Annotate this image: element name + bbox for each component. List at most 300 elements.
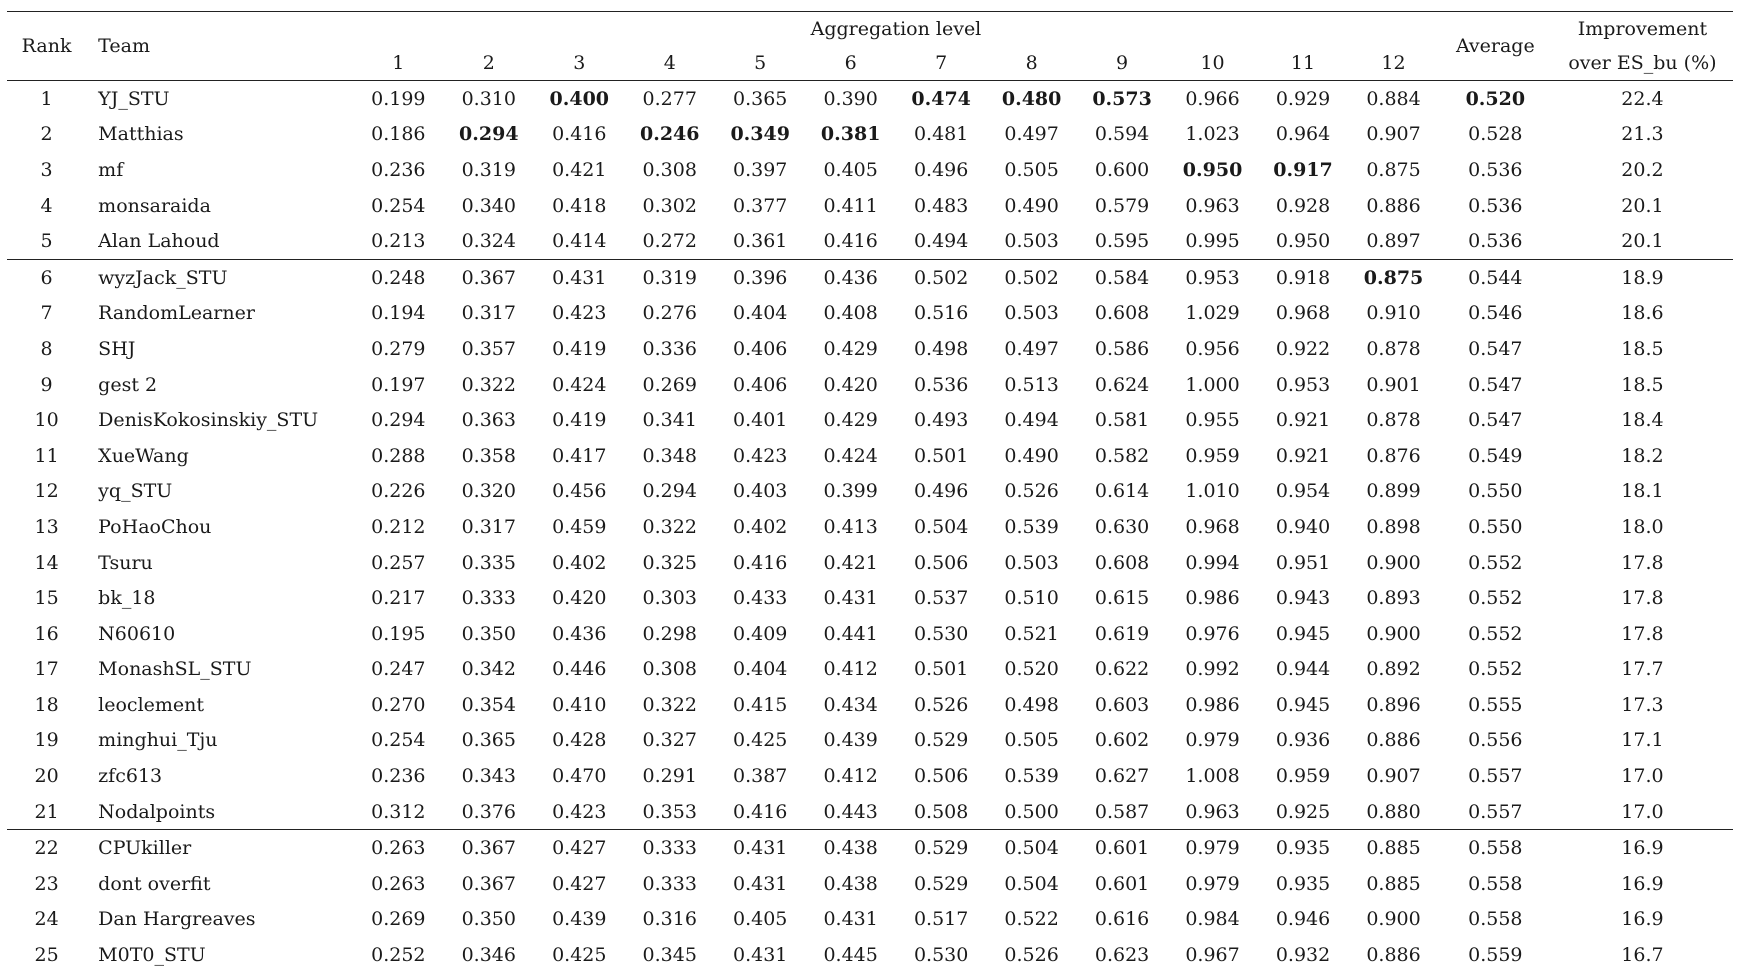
table-row — [7, 830, 1733, 866]
level-value-cell: 0.423 — [552, 302, 607, 325]
level-value-cell: 0.402 — [552, 551, 607, 574]
rank-cell: 9 — [40, 373, 53, 396]
average-cell: 0.536 — [1468, 194, 1523, 217]
level-value-cell: 0.403 — [733, 480, 788, 503]
level-value-cell: 0.429 — [823, 409, 878, 432]
level-value-cell: 0.875 — [1366, 158, 1421, 181]
table-row — [7, 687, 1733, 723]
level-value-cell: 0.940 — [1275, 515, 1331, 538]
average-cell: 0.552 — [1468, 587, 1523, 610]
level-value-cell: 0.263 — [371, 872, 426, 895]
level-value-cell: 0.885 — [1366, 872, 1421, 895]
team-header: Team — [98, 35, 150, 57]
level-value-cell: 0.236 — [371, 158, 426, 181]
level-value-cell: 0.897 — [1366, 230, 1421, 253]
level-value-cell: 0.405 — [823, 158, 878, 181]
level-value-cell: 0.530 — [913, 622, 969, 645]
improvement-cell: 18.5 — [1621, 373, 1664, 396]
team-cell: monsaraida — [98, 194, 211, 217]
level-value-cell: 0.945 — [1275, 693, 1331, 716]
level-value-cell: 0.342 — [461, 658, 516, 681]
level-value-cell: 0.623 — [1094, 944, 1150, 967]
improvement-cell: 18.4 — [1621, 409, 1664, 432]
rank-cell: 3 — [40, 158, 53, 181]
level-value-cell: 0.439 — [823, 729, 878, 752]
table-row — [7, 902, 1733, 938]
rank-cell: 10 — [34, 409, 59, 432]
rank-cell: 19 — [34, 729, 59, 752]
table-row — [7, 723, 1733, 759]
level-value-cell: 0.510 — [1004, 587, 1059, 610]
level-header: 5 — [754, 52, 767, 74]
level-value-cell: 0.900 — [1366, 622, 1421, 645]
average-cell: 0.536 — [1468, 158, 1523, 181]
level-value-cell: 0.497 — [1004, 337, 1059, 360]
level-value-cell: 0.522 — [1004, 908, 1059, 931]
rank-cell: 13 — [34, 515, 59, 538]
average-cell: 0.559 — [1468, 944, 1523, 967]
level-value-cell: 0.886 — [1366, 194, 1421, 217]
level-value-cell: 0.410 — [552, 693, 607, 716]
level-value-cell: 0.630 — [1094, 515, 1150, 538]
level-value-cell: 0.254 — [371, 194, 426, 217]
level-value-cell: 0.516 — [913, 302, 969, 325]
level-value-cell: 0.365 — [733, 87, 788, 110]
level-value-cell: 0.601 — [1077, 830, 1167, 866]
level-value-cell: 0.429 — [823, 337, 878, 360]
team-cell: Tsuru — [98, 551, 153, 574]
table-row — [7, 866, 1733, 902]
team-cell: leoclement — [98, 693, 205, 716]
level-value-cell: 0.959 — [1185, 444, 1240, 467]
level-value-cell: 0.493 — [913, 409, 969, 432]
level-value-cell: 0.270 — [371, 693, 426, 716]
level-value-cell: 0.361 — [733, 230, 788, 253]
improvement-cell: 17.8 — [1621, 551, 1664, 574]
level-value-cell: 0.246 — [639, 123, 700, 146]
level-value-cell: 0.303 — [642, 587, 697, 610]
table-row — [7, 438, 1733, 474]
level-value-cell: 0.349 — [730, 123, 790, 146]
level-value-cell: 0.416 — [733, 800, 788, 823]
level-value-cell: 0.247 — [371, 658, 426, 681]
team-cell: N60610 — [98, 622, 176, 645]
level-value-cell: 0.880 — [1366, 800, 1421, 823]
level-value-cell: 0.490 — [1004, 194, 1059, 217]
rank-cell: 23 — [34, 872, 59, 895]
level-value-cell: 0.390 — [823, 87, 878, 110]
table-row — [7, 259, 1733, 295]
improvement-cell: 17.8 — [1621, 622, 1664, 645]
level-value-cell: 1.023 — [1185, 123, 1240, 146]
level-value-cell: 0.236 — [371, 765, 426, 788]
level-value-cell: 0.363 — [461, 409, 516, 432]
level-value-cell: 0.928 — [1275, 194, 1331, 217]
level-value-cell: 0.953 — [1167, 259, 1257, 295]
level-value-cell: 0.537 — [913, 587, 969, 610]
level-value-cell: 0.436 — [805, 259, 895, 295]
level-value-cell: 0.343 — [461, 765, 516, 788]
level-value-cell: 0.901 — [1366, 373, 1421, 396]
level-value-cell: 0.402 — [733, 515, 788, 538]
level-value-cell: 0.886 — [1366, 944, 1421, 967]
level-value-cell: 0.213 — [371, 230, 426, 253]
level-value-cell: 0.893 — [1366, 587, 1421, 610]
level-value-cell: 0.291 — [642, 765, 697, 788]
level-value-cell: 0.992 — [1185, 658, 1240, 681]
aggregation-level-header: Aggregation level — [810, 18, 982, 40]
level-value-cell: 0.336 — [642, 337, 697, 360]
improvement-cell: 22.4 — [1621, 87, 1664, 110]
team-cell: Matthias — [98, 123, 184, 146]
level-value-cell: 0.431 — [823, 908, 878, 931]
level-value-cell: 0.439 — [552, 908, 607, 931]
rank-cell: 14 — [34, 551, 59, 574]
level-value-cell: 0.502 — [896, 259, 986, 295]
level-value-cell: 0.497 — [1004, 123, 1059, 146]
level-value-cell: 0.459 — [552, 515, 607, 538]
level-value-cell: 0.365 — [461, 729, 516, 752]
team-cell: RandomLearner — [98, 302, 255, 325]
level-value-cell: 0.404 — [733, 658, 788, 681]
level-value-cell: 0.539 — [1004, 515, 1059, 538]
team-cell: PoHaoChou — [98, 515, 212, 538]
average-cell: 0.552 — [1468, 658, 1523, 681]
level-value-cell: 0.496 — [913, 480, 969, 503]
level-value-cell: 0.308 — [642, 658, 697, 681]
level-value-cell: 0.504 — [913, 515, 969, 538]
table-row — [7, 188, 1733, 224]
level-value-cell: 0.581 — [1094, 409, 1150, 432]
level-value-cell: 0.921 — [1275, 409, 1331, 432]
level-value-cell: 0.288 — [371, 444, 426, 467]
level-value-cell: 0.358 — [461, 444, 516, 467]
level-value-cell: 0.600 — [1094, 158, 1150, 181]
level-value-cell: 0.310 — [461, 87, 516, 110]
average-cell: 0.556 — [1468, 729, 1523, 752]
level-value-cell: 0.976 — [1185, 622, 1240, 645]
level-value-cell: 0.434 — [823, 693, 878, 716]
level-header: 9 — [1116, 52, 1129, 74]
level-value-cell: 0.964 — [1275, 123, 1331, 146]
improvement-header-line1: Improvement — [1577, 18, 1708, 40]
results-table — [7, 11, 1733, 973]
level-value-cell: 0.967 — [1185, 944, 1240, 967]
level-value-cell: 0.322 — [642, 515, 697, 538]
rank-cell: 25 — [34, 944, 59, 967]
level-value-cell: 0.399 — [823, 480, 878, 503]
level-value-cell: 0.322 — [461, 373, 516, 396]
level-value-cell: 0.498 — [1004, 693, 1059, 716]
level-value-cell: 0.586 — [1094, 337, 1150, 360]
level-value-cell: 0.520 — [1004, 658, 1059, 681]
level-value-cell: 0.226 — [371, 480, 426, 503]
level-value-cell: 0.322 — [642, 693, 697, 716]
level-value-cell: 0.526 — [1004, 944, 1059, 967]
level-value-cell: 0.421 — [552, 158, 607, 181]
team-cell: XueWang — [98, 444, 189, 467]
level-value-cell: 0.425 — [733, 729, 788, 752]
average-cell: 0.528 — [1468, 123, 1523, 146]
level-value-cell: 0.428 — [552, 729, 607, 752]
table-row — [7, 296, 1733, 332]
improvement-cell: 16.9 — [1552, 830, 1733, 866]
team-cell: minghui_Tju — [98, 729, 218, 752]
team-cell: DenisKokosinskiy_STU — [98, 409, 319, 432]
level-value-cell: 0.526 — [913, 693, 969, 716]
table-header — [7, 12, 1733, 81]
level-value-cell: 0.401 — [733, 409, 788, 432]
rank-cell: 11 — [34, 444, 59, 467]
rank-header: Rank — [21, 35, 72, 57]
level-value-cell: 0.345 — [642, 944, 697, 967]
rank-cell: 21 — [34, 800, 59, 823]
level-value-cell: 0.433 — [733, 587, 788, 610]
average-cell: 0.552 — [1468, 622, 1523, 645]
level-value-cell: 0.986 — [1185, 693, 1240, 716]
level-value-cell: 0.396 — [715, 259, 805, 295]
level-value-cell: 0.896 — [1366, 693, 1421, 716]
level-header: 4 — [663, 52, 676, 74]
level-value-cell: 0.431 — [534, 259, 624, 295]
level-value-cell: 0.436 — [552, 622, 607, 645]
level-value-cell: 0.501 — [913, 658, 969, 681]
level-value-cell: 0.900 — [1366, 908, 1421, 931]
level-value-cell: 0.333 — [461, 587, 516, 610]
level-value-cell: 0.194 — [371, 302, 426, 325]
level-header: 12 — [1381, 52, 1406, 74]
level-value-cell: 0.950 — [1182, 158, 1243, 181]
level-value-cell: 0.412 — [823, 658, 878, 681]
level-value-cell: 0.956 — [1185, 337, 1240, 360]
level-value-cell: 0.627 — [1094, 765, 1150, 788]
level-value-cell: 0.935 — [1258, 830, 1348, 866]
level-value-cell: 0.622 — [1094, 658, 1150, 681]
rank-cell: 15 — [34, 587, 59, 610]
improvement-cell: 17.1 — [1621, 729, 1664, 752]
level-value-cell: 0.335 — [461, 551, 516, 574]
level-header: 1 — [392, 52, 405, 74]
level-value-cell: 0.624 — [1094, 373, 1150, 396]
level-header: 7 — [935, 52, 948, 74]
team-cell: wyzJack_STU — [86, 259, 353, 295]
level-value-cell: 0.406 — [733, 337, 788, 360]
table-row — [7, 758, 1733, 794]
rank-cell: 22 — [7, 830, 86, 866]
level-header: 2 — [482, 52, 495, 74]
level-value-cell: 0.963 — [1185, 194, 1240, 217]
level-value-cell: 0.483 — [913, 194, 969, 217]
level-value-cell: 0.420 — [552, 587, 607, 610]
improvement-cell: 18.2 — [1621, 444, 1664, 467]
level-value-cell: 0.269 — [371, 908, 426, 931]
improvement-cell: 20.1 — [1621, 230, 1664, 253]
average-cell: 0.536 — [1468, 230, 1523, 253]
table-row — [7, 616, 1733, 652]
level-value-cell: 0.312 — [371, 800, 426, 823]
level-value-cell: 0.316 — [642, 908, 697, 931]
average-cell: 0.550 — [1468, 480, 1523, 503]
level-value-cell: 0.502 — [986, 259, 1076, 295]
level-value-cell: 0.423 — [733, 444, 788, 467]
table-row — [7, 652, 1733, 688]
level-value-cell: 0.367 — [444, 830, 534, 866]
improvement-cell: 18.9 — [1552, 259, 1733, 295]
level-value-cell: 0.325 — [642, 551, 697, 574]
level-value-cell: 0.481 — [913, 123, 969, 146]
level-value-cell: 0.319 — [625, 259, 715, 295]
level-value-cell: 0.404 — [733, 302, 788, 325]
level-value-cell: 0.513 — [1004, 373, 1059, 396]
rank-cell: 1 — [40, 87, 53, 110]
level-value-cell: 0.615 — [1094, 587, 1150, 610]
level-value-cell: 0.415 — [733, 693, 788, 716]
team-cell: bk_18 — [98, 587, 156, 610]
level-value-cell: 0.935 — [1275, 872, 1331, 895]
team-cell: dont overfit — [98, 872, 211, 895]
team-cell: M0T0_STU — [98, 944, 206, 967]
average-cell: 0.549 — [1468, 444, 1523, 467]
level-value-cell: 0.423 — [552, 800, 607, 823]
level-value-cell: 0.367 — [461, 872, 516, 895]
level-value-cell: 0.411 — [823, 194, 878, 217]
level-value-cell: 0.308 — [642, 158, 697, 181]
level-value-cell: 0.327 — [642, 729, 697, 752]
level-value-cell: 0.945 — [1275, 622, 1331, 645]
level-value-cell: 0.419 — [552, 409, 607, 432]
improvement-cell: 17.0 — [1621, 800, 1664, 823]
table-body — [7, 81, 1733, 973]
level-value-cell: 0.263 — [353, 830, 443, 866]
rank-cell: 4 — [40, 194, 53, 217]
level-value-cell: 0.427 — [552, 872, 607, 895]
level-value-cell: 0.350 — [461, 908, 516, 931]
average-cell: 0.558 — [1468, 872, 1523, 895]
level-value-cell: 0.333 — [625, 830, 715, 866]
level-value-cell: 0.494 — [1004, 409, 1059, 432]
level-value-cell: 0.381 — [820, 123, 881, 146]
level-value-cell: 0.490 — [1004, 444, 1059, 467]
table-row — [7, 402, 1733, 438]
level-value-cell: 0.929 — [1275, 87, 1331, 110]
improvement-cell: 16.7 — [1621, 944, 1664, 967]
level-value-cell: 0.602 — [1094, 729, 1150, 752]
level-header: 3 — [573, 52, 586, 74]
improvement-cell: 20.1 — [1621, 194, 1664, 217]
level-value-cell: 0.955 — [1185, 409, 1240, 432]
level-value-cell: 0.438 — [805, 830, 895, 866]
level-value-cell: 0.424 — [552, 373, 607, 396]
level-value-cell: 0.408 — [823, 302, 878, 325]
level-value-cell: 0.470 — [552, 765, 607, 788]
level-value-cell: 1.008 — [1185, 765, 1240, 788]
level-value-cell: 0.498 — [913, 337, 969, 360]
level-value-cell: 0.582 — [1094, 444, 1150, 467]
level-value-cell: 0.269 — [642, 373, 697, 396]
level-value-cell: 0.886 — [1366, 729, 1421, 752]
level-value-cell: 0.899 — [1366, 480, 1421, 503]
level-value-cell: 0.505 — [1004, 158, 1059, 181]
team-cell: Alan Lahoud — [98, 230, 220, 253]
level-value-cell: 0.199 — [371, 87, 426, 110]
team-cell: Dan Hargreaves — [98, 908, 256, 931]
level-header: 11 — [1290, 52, 1316, 74]
average-cell: 0.558 — [1468, 908, 1523, 931]
level-value-cell: 0.406 — [733, 373, 788, 396]
level-value-cell: 0.397 — [733, 158, 788, 181]
level-value-cell: 0.910 — [1366, 302, 1421, 325]
level-value-cell: 0.480 — [1001, 87, 1062, 110]
level-value-cell: 0.298 — [642, 622, 697, 645]
level-value-cell: 0.594 — [1094, 123, 1150, 146]
improvement-header-line2: over ES_bu (%) — [1568, 52, 1717, 74]
level-value-cell: 0.876 — [1366, 444, 1421, 467]
rank-cell: 24 — [34, 908, 59, 931]
level-value-cell: 0.918 — [1258, 259, 1348, 295]
level-value-cell: 0.530 — [913, 944, 969, 967]
average-cell: 0.544 — [1439, 259, 1552, 295]
level-value-cell: 0.212 — [371, 515, 426, 538]
level-value-cell: 0.416 — [552, 123, 607, 146]
rank-cell: 7 — [40, 302, 53, 325]
table-row — [7, 474, 1733, 510]
level-value-cell: 0.608 — [1094, 302, 1150, 325]
level-value-cell: 0.963 — [1185, 800, 1240, 823]
rank-cell: 17 — [34, 658, 59, 681]
team-cell: yq_STU — [98, 480, 173, 503]
level-value-cell: 0.252 — [371, 944, 426, 967]
level-value-cell: 0.496 — [913, 158, 969, 181]
level-value-cell: 1.010 — [1185, 480, 1240, 503]
level-value-cell: 0.875 — [1348, 259, 1439, 295]
level-value-cell: 0.950 — [1275, 230, 1331, 253]
level-value-cell: 0.348 — [642, 444, 697, 467]
average-cell: 0.546 — [1468, 302, 1523, 325]
level-value-cell: 0.272 — [642, 230, 697, 253]
level-value-cell: 0.387 — [733, 765, 788, 788]
level-value-cell: 0.405 — [733, 908, 788, 931]
level-value-cell: 0.441 — [823, 622, 878, 645]
level-value-cell: 0.501 — [913, 444, 969, 467]
level-value-cell: 0.878 — [1366, 337, 1421, 360]
level-value-cell: 0.954 — [1275, 480, 1331, 503]
level-value-cell: 0.979 — [1167, 830, 1257, 866]
level-value-cell: 0.907 — [1366, 765, 1421, 788]
level-value-cell: 0.254 — [371, 729, 426, 752]
level-value-cell: 0.506 — [913, 765, 969, 788]
improvement-cell: 16.9 — [1621, 908, 1664, 931]
level-value-cell: 0.968 — [1275, 302, 1331, 325]
level-value-cell: 0.517 — [913, 908, 969, 931]
level-value-cell: 0.195 — [371, 622, 426, 645]
level-value-cell: 0.608 — [1094, 551, 1150, 574]
level-value-cell: 0.536 — [913, 373, 969, 396]
level-value-cell: 0.925 — [1275, 800, 1331, 823]
level-value-cell: 0.995 — [1185, 230, 1240, 253]
level-value-cell: 0.445 — [823, 944, 878, 967]
level-value-cell: 0.951 — [1275, 551, 1331, 574]
level-header: 8 — [1025, 52, 1038, 74]
level-value-cell: 0.922 — [1275, 337, 1331, 360]
level-value-cell: 0.294 — [459, 123, 519, 146]
level-value-cell: 0.944 — [1275, 658, 1331, 681]
level-value-cell: 0.994 — [1185, 551, 1240, 574]
level-value-cell: 0.416 — [733, 551, 788, 574]
level-value-cell: 0.257 — [371, 551, 426, 574]
level-value-cell: 0.526 — [1004, 480, 1059, 503]
level-value-cell: 0.539 — [1004, 765, 1059, 788]
level-value-cell: 0.421 — [823, 551, 878, 574]
